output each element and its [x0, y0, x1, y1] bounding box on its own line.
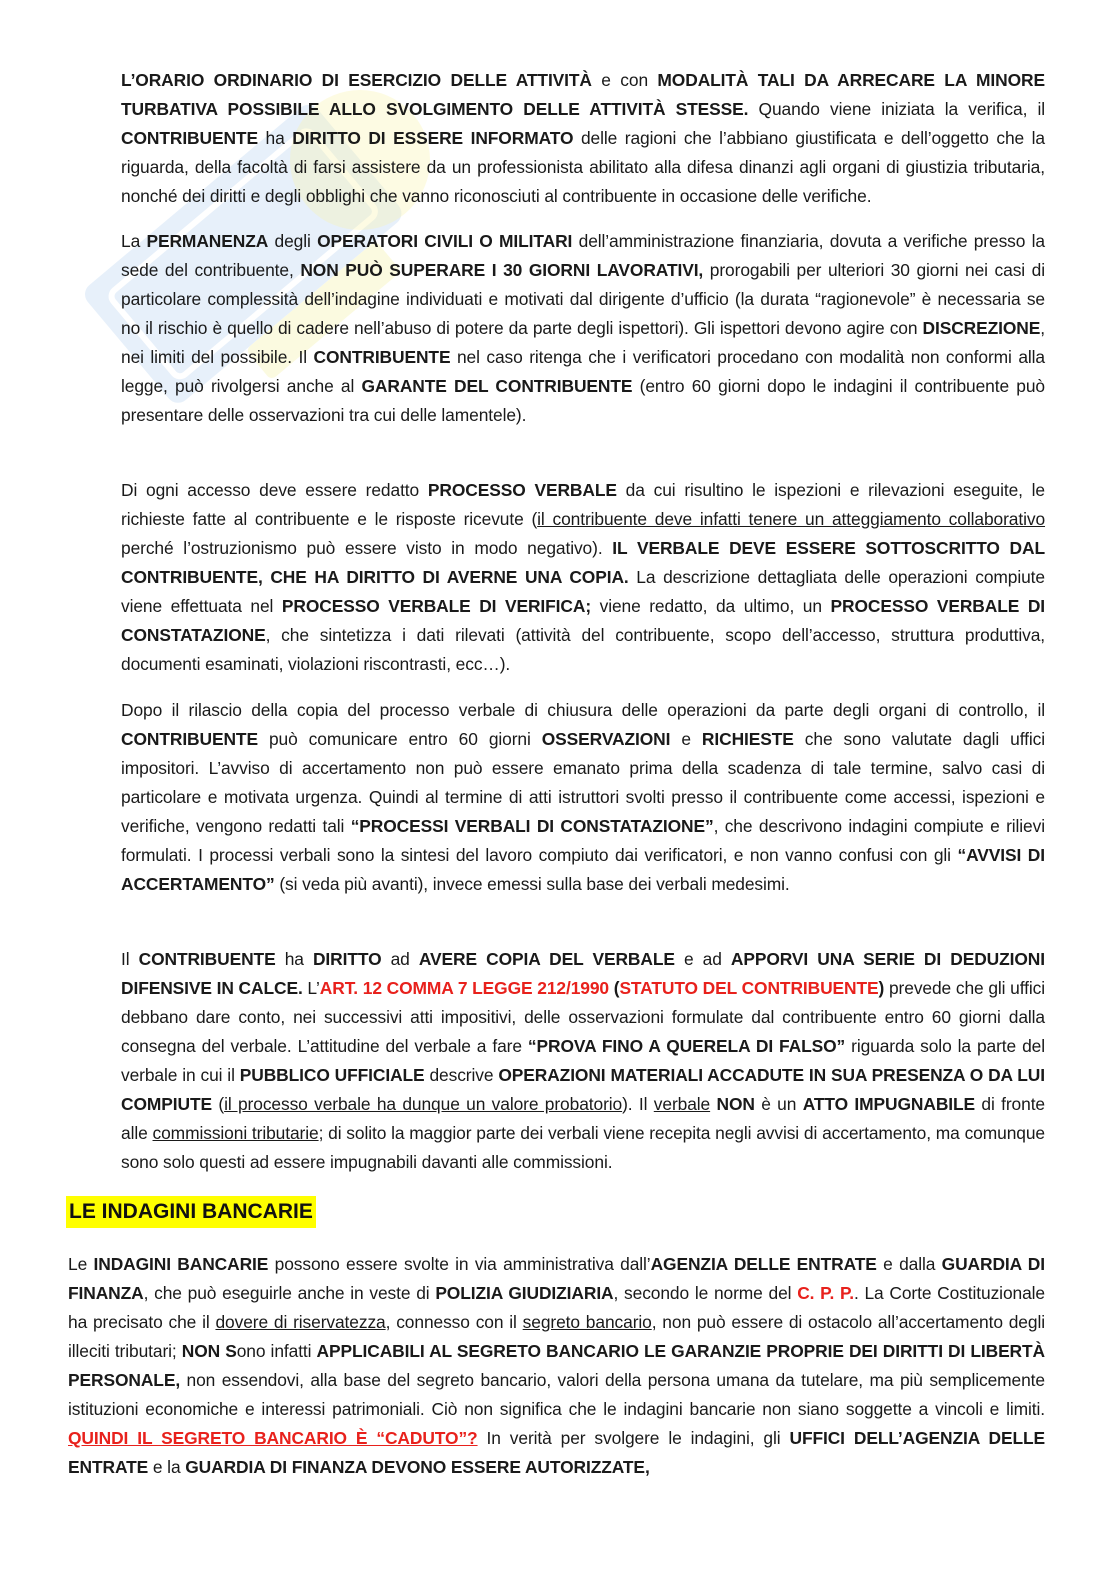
text-bold: GUARDIA DI FINANZA DEVONO ESSERE AUTORIZZATE: [185, 1457, 645, 1477]
text-underlined: il processo verbale ha dunque un valore probatorio: [224, 1094, 623, 1114]
text: può comunicare entro 60 giorni: [257, 729, 542, 749]
text: che sono valutate dagli uffici impositori. L’avviso di accertamento non può essere emanato prima della scadenza di tale termine, salvo casi di particolare e motivata urgenza. Quindi al termine di atti istruttori svolti presso il contribuente come accessi, ispezioni e verifiche, vengono redatti tali: [121, 729, 1045, 836]
text: Il: [121, 949, 139, 969]
text: ha: [275, 949, 313, 969]
text: degli: [268, 231, 318, 251]
text-bold: RICHIESTE: [701, 729, 794, 749]
text-bold: UFFICI DELL’AGENZIA DELLE ENTRATE: [68, 1428, 1045, 1477]
text-bold: PROCESSO VERBALE DI VERIFICA;: [281, 596, 592, 616]
text: di fronte alle: [121, 1094, 1045, 1143]
text-bold: ATTO IMPUGNABILE: [802, 1094, 976, 1114]
text: ad: [381, 949, 419, 969]
text-bold: CONTRIBUENTE: [121, 128, 258, 148]
text-bold: POLIZIA GIUDIZIARIA: [435, 1283, 614, 1303]
text-bold: PUBBLICO UFFICIALE: [239, 1065, 425, 1085]
text: descrive: [424, 1065, 499, 1085]
text: possono essere svolte in via amministrativa dall’: [268, 1254, 651, 1274]
text: Dopo il rilascio della copia del processo verbale di chiusura delle operazioni da parte degli organi di controllo, il: [121, 700, 1045, 720]
text: Quando viene iniziata la verifica, il: [748, 99, 1045, 119]
text-bold: APPLICABILI AL SEGRETO BANCARIO LE GARANZIE PROPRIE DEI DIRITTI DI LIBERTÀ PERSONALE,: [68, 1341, 1046, 1390]
text-underlined: il contribuente deve infatti tenere un atteggiamento collaborativo: [537, 509, 1046, 529]
text: ono infatti: [236, 1341, 317, 1361]
text: ; di solito la maggior parte dei verbali viene recepita negli avvisi di accertamento, ma comunque sono solo questi ad essere impugnabili davanti alle commissioni.: [121, 1123, 1045, 1172]
text-bold: ,: [644, 1457, 650, 1477]
text-bold: APPORVI UNA SERIE DI DEDUZIONI DIFENSIVE IN CALCE.: [121, 949, 1045, 998]
text-bold: GARANTE DEL CONTRIBUENTE: [361, 376, 633, 396]
text: ). Il: [622, 1094, 654, 1114]
paragraph-verifica: [121, 66, 1045, 211]
paragraph-indagini-bancarie: [68, 1250, 1045, 1482]
text-bold: PROCESSO VERBALE: [427, 480, 617, 500]
text-bold-red: STATUTO DEL CONTRIBUENTE: [619, 978, 879, 998]
text-underlined: segreto bancario: [522, 1312, 652, 1332]
text: ha: [257, 128, 293, 148]
text-bold: “AVVISI DI ACCERTAMENTO”: [121, 845, 1045, 894]
text-bold: PERMANENZA: [146, 231, 269, 251]
text: L’: [302, 978, 320, 998]
text: e ad: [674, 949, 731, 969]
text-bold: AVERE COPIA DEL VERBALE: [418, 949, 675, 969]
text: Di ogni accesso deve essere redatto: [121, 480, 428, 500]
text: da cui risultino le ispezioni e rilevazioni eseguite, le richieste fatte al contribuente e le risposte ricevute (: [121, 480, 1046, 529]
text: , secondo le norme del: [613, 1283, 798, 1303]
text-bold: OPERATORI CIVILI O MILITARI: [317, 231, 573, 251]
text-bold: IL VERBALE DEVE ESSERE SOTTOSCRITTO DAL CONTRIBUENTE, CHE HA DIRITTO DI AVERNE UNA COPIA.: [121, 538, 1045, 587]
text-bold: AGENZIA DELLE ENTRATE: [650, 1254, 877, 1274]
text: , nei limiti del possibile. Il: [121, 318, 1045, 367]
text: viene redatto, da ultimo, un: [591, 596, 831, 616]
text: , non può essere di ostacolo all’accertamento degli illeciti tributari;: [68, 1312, 1045, 1361]
text-bold: NON: [716, 1094, 755, 1114]
text-bold: “PROCESSI VERBALI DI CONSTATAZIONE”: [350, 816, 714, 836]
paragraph-permanenza: [121, 227, 1045, 430]
text: Le: [68, 1254, 94, 1274]
text-bold: OSSERVAZIONI: [541, 729, 671, 749]
text-bold: PROCESSO VERBALE DI CONSTATAZIONE: [121, 596, 1046, 645]
text: non essendovi, alla base del segreto bancario, valori della persona umana da tutelare, ma più semplicemente istituzioni economiche e interessi patrimoniali. Ciò non significa che le indagini bancarie non siano soggette a vincoli e limiti.: [68, 1370, 1045, 1419]
text-bold: GUARDIA DI FINANZA: [68, 1254, 1045, 1303]
text-bold: NON S: [181, 1341, 237, 1361]
text: prorogabili per ulteriori 30 giorni nei casi di particolare complessità dell’indagine individuati e motivati dal dirigente d’ufficio (la durata “ragionevole” è necessaria se no il rischio è quello di cadere nell’abuso di potere da parte degli ispettori). Gli ispettori devono agire con: [121, 260, 1046, 338]
text-underlined: commissioni tributarie: [152, 1123, 319, 1143]
text: delle ragioni che l’abbiano giustificata e dell’oggetto che la riguarda, della facoltà di farsi assistere da un professionista abilitato alla difesa dinanzi agli organi di giustizia tributaria, nonché dei diritti e degli obblighi che vanno riconosciuti al contribuente in occasione delle verifiche.: [121, 128, 1045, 206]
text: La: [121, 231, 147, 251]
text: (entro 60 giorni dopo le indagini il contribuente può presentare delle osservazioni tra cui delle lamentele).: [121, 376, 1045, 425]
text-bold: CONTRIBUENTE: [138, 949, 276, 969]
text: (si veda più avanti), invece emessi sulla base dei verbali medesimi.: [274, 874, 790, 894]
text-underlined: verbale: [653, 1094, 711, 1114]
text: La descrizione dettagliata delle operazioni compiute viene effettuata nel: [121, 567, 1045, 616]
text: dell’amministrazione finanziaria, dovuta a verifiche presso la sede del contribuente,: [121, 231, 1045, 280]
text: e dalla: [876, 1254, 942, 1274]
text-bold: DISCREZIONE: [922, 318, 1041, 338]
paragraph-processo-verbale: [121, 476, 1045, 679]
text: e la: [148, 1457, 186, 1477]
text: e: [670, 729, 702, 749]
text: è un: [754, 1094, 803, 1114]
text-bold: CONTRIBUENTE: [313, 347, 451, 367]
text: riguarda solo la parte del verbale in cui il: [121, 1036, 1046, 1085]
text: , che sintetizza i dati rilevati (attività del contribuente, scopo dell’accesso, struttura produttiva, documenti esaminati, violazioni riscontrasti, ecc…).: [121, 625, 1045, 674]
text-bold: CONTRIBUENTE: [121, 729, 258, 749]
text: e con: [591, 70, 658, 90]
text: nel caso ritenga che i verificatori procedano con modalità non conformi alla legge, può rivolgersi anche al: [121, 347, 1045, 396]
text: prevede che gli uffici debbano dare conto, nei successivi atti impositivi, delle osservazioni formulate dal contribuente entro 60 giorni dalla consegna del verbale. L’attitudine del verbale a fare: [121, 978, 1046, 1056]
text: perché l’ostruzionismo può essere visto in modo negativo).: [121, 538, 613, 558]
text-bold-red: ART. 12 COMMA 7 LEGGE 212/1990: [319, 978, 609, 998]
paragraph-osservazioni: [121, 696, 1045, 899]
paragraph-diritto-copia: [121, 945, 1045, 1177]
text-bold: “PROVA FINO A QUERELA DI FALSO”: [527, 1036, 846, 1056]
text-underlined: dovere di riservatezza: [215, 1312, 386, 1332]
text: (: [212, 1094, 225, 1114]
text-bold: INDAGINI BANCARIE: [93, 1254, 269, 1274]
text-bold: NON PUÒ SUPERARE I 30 GIORNI LAVORATIVI,: [300, 260, 704, 280]
text-bold: L’ORARIO ORDINARIO DI ESERCIZIO DELLE ATTIVITÀ: [121, 70, 592, 90]
text-bold: ): [878, 978, 885, 998]
text-bold: DIRITTO: [312, 949, 382, 969]
text: . La Corte Costituzionale ha precisato che il: [68, 1283, 1045, 1332]
text: In verità per svolgere le indagini, gli: [477, 1428, 790, 1448]
text: , che può eseguirle anche in veste di: [143, 1283, 436, 1303]
text-bold: OPERAZIONI MATERIALI ACCADUTE IN SUA PRESENZA O DA LUI COMPIUTE: [121, 1065, 1045, 1114]
section-heading: LE INDAGINI BANCARIE: [66, 1196, 316, 1228]
text-bold: MODALITÀ TALI DA ARRECARE LA MINORE TURBATIVA POSSIBILE ALLO SVOLGIMENTO DELLE ATTIVITÀ STESSE.: [121, 70, 1046, 119]
text-bold: DIRITTO DI ESSERE INFORMATO: [292, 128, 574, 148]
text-bold: (: [609, 978, 620, 998]
text-bold-red-underlined: QUINDI IL SEGRETO BANCARIO È “CADUTO”?: [68, 1428, 478, 1448]
text: , connesso con il: [385, 1312, 523, 1332]
text: , che descrivono indagini compiute e rilievi formulati. I processi verbali sono la sintesi del lavoro compiuto dai verificatori, e non vanno confusi con gli: [121, 816, 1045, 865]
text-bold-red: C. P. P.: [797, 1283, 854, 1303]
